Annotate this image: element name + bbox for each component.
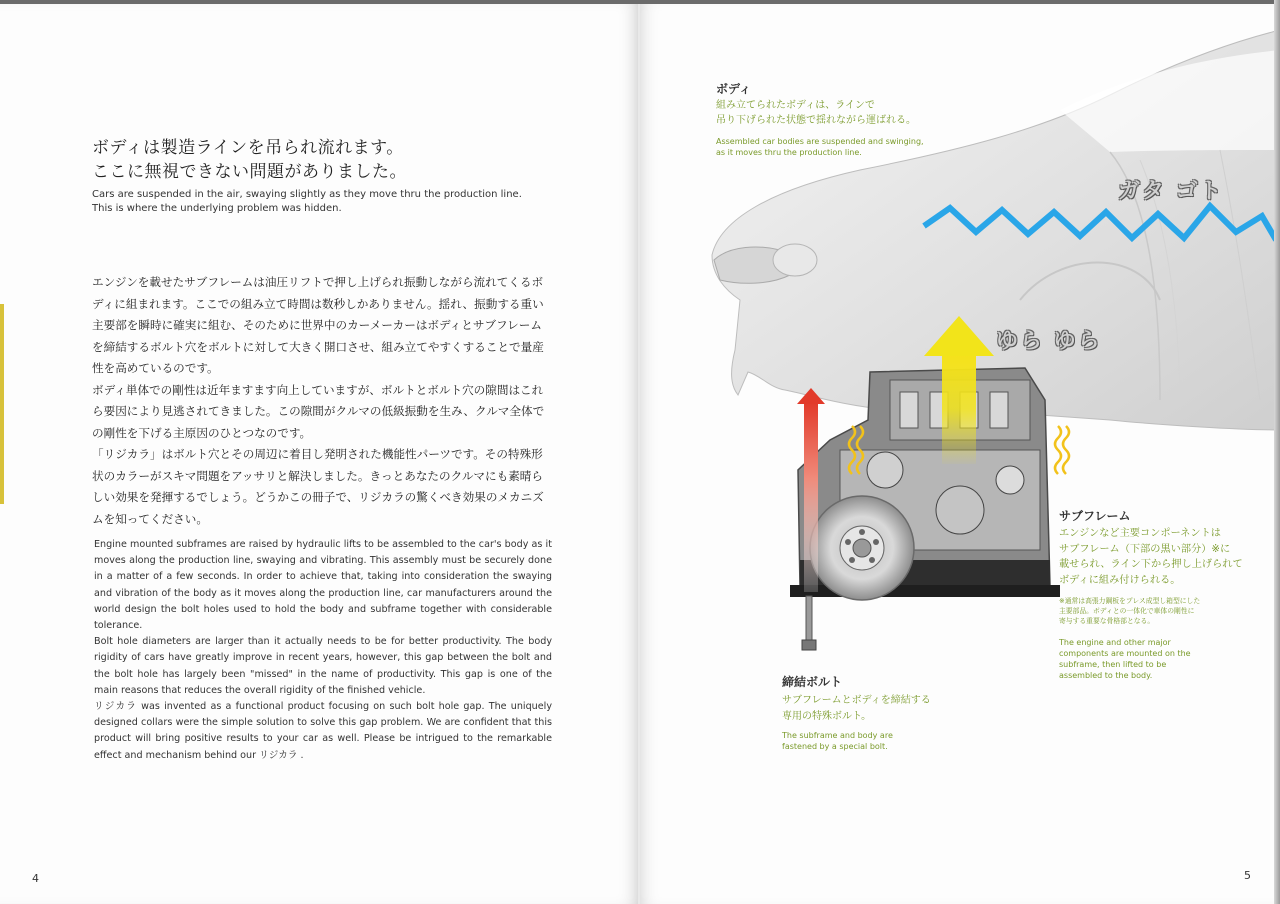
headline-en-line-1: Cars are suspended in the air, swaying slightly as they move thru the production line. xyxy=(92,189,522,200)
bolt-jp-line: 専用の特殊ボルト。 xyxy=(782,711,872,722)
subframe-label-japanese xyxy=(1059,526,1243,588)
body-jp-line: 吊り下げられた状態で揺れながら運ばれる。 xyxy=(716,115,916,126)
bolt-jp-line: サブフレームとボディを締結する xyxy=(782,695,931,706)
bolt-label-japanese xyxy=(782,693,931,725)
page-number-right: 5 xyxy=(1244,869,1251,882)
bolt-en-line: fastened by a special bolt. xyxy=(782,742,888,751)
subframe-jp-line: サブフレーム（下部の黒い部分）※に xyxy=(1059,543,1231,555)
en-paragraph: Bolt hole diameters are larger than it actually needs to be for better productivity. The body rigidity of cars have greatly improve in recent years, however, this gap between the bolt and the bolt hole has largely been "missed" in the name of productivity. This gap is one of the main reasons that reduces the overall rigidity of the finished vehicle. xyxy=(94,636,552,696)
headline-line-1: ボディは製造ラインを吊られ流れます。 xyxy=(92,138,404,158)
body-en-line: Assembled car bodies are suspended and swinging, xyxy=(716,137,924,146)
subframe-en-line: assembled to the body. xyxy=(1059,671,1153,680)
page-number-left: 4 xyxy=(32,872,39,885)
body-en-line: as it moves thru the production line. xyxy=(716,148,862,157)
japanese-body-text xyxy=(92,272,552,530)
subframe-jp-line: ボディに組み付けられる。 xyxy=(1059,574,1181,586)
subframe-jp-line: エンジンなど主要コンポーネントは xyxy=(1059,528,1221,539)
subframe-en-line: components are mounted on the xyxy=(1059,649,1191,658)
headline-en-line-2: This is where the underlying problem was hidden. xyxy=(92,203,342,214)
page-edge xyxy=(1274,0,1280,904)
headline-line-2: ここに無視できない問題がありました。 xyxy=(92,162,407,182)
bolt-label-english xyxy=(782,730,893,752)
bolt-en-line: The subframe and body are xyxy=(782,731,893,740)
subframe-note-line: 主要部品。ボディとの一体化で車体の剛性に xyxy=(1059,607,1195,615)
subframe-footnote xyxy=(1059,596,1200,626)
jp-paragraph: エンジンを載せたサブフレームは油圧リフトで押し上げられ振動しながら流れてくるボディに組まれます。ここでの組み立て時間は数秒しかありません。揺れ、振動する重い主要部を瞬時に確実に組む、そのために世界中のカーメーカーはボディとサブフレームを締結するボルト穴をボルトに対して大きく開口させ、組み立てやすくすることで量産性を高めているのです。 xyxy=(92,275,544,375)
jp-paragraph: 「リジカラ」はボルト穴とその周辺に着目し発明された機能性パーツです。その特殊形状のカラーがスキマ問題をアッサリと解決しました。きっとあなたのクルマにも素晴らしい効果を発揮するでしょう。どうかこの冊子で、リジカラの驚くべき効果のメカニズムを知ってください。 xyxy=(92,447,544,526)
bolt-label-title: 締結ボルト xyxy=(782,675,843,689)
subframe-note-line: ※通常は高張力鋼板をプレス成型し箱型にした xyxy=(1059,597,1201,605)
subframe-note-line: 寄与する重要な骨格部となる。 xyxy=(1059,617,1155,625)
subframe-label-english xyxy=(1059,637,1191,681)
body-jp-line: 組み立てられたボディは、ラインで xyxy=(716,100,875,111)
brake-disc xyxy=(810,496,914,600)
sway-onomatopoeia: ゆら ゆら xyxy=(996,329,1102,354)
body-label-title: ボディ xyxy=(716,82,752,96)
body-label-japanese xyxy=(716,98,916,128)
en-paragraph: Engine mounted subframes are raised by hydraulic lifts to be assembled to the car's body as it moves along the production line, swaying and vibrating. This assembly must be securely done in a matter of a few seconds. In order to achieve that, taking into consideration the swaying and vibration of the body as it moves along the production line, car manufacturers around the world design the bolt holes used to hold the body and subframe together with considerable tolerance. xyxy=(94,539,552,632)
fastening-bolt xyxy=(802,596,816,650)
page-edge-marker xyxy=(0,304,4,504)
subframe-jp-line: 載せられ、ライン下から押し上げられて xyxy=(1059,559,1243,570)
subframe-label-title: サブフレーム xyxy=(1059,509,1131,523)
en-paragraph: リジカラ was invented as a functional product focusing on such bolt hole gap. The uniquely designed collars were the simple solution to solve this gap problem. We are confident that this product will bring positive results to your car as well. Please be intrigued to the remarkable effect and mechanism behind our リジカラ . xyxy=(94,701,552,761)
page-headline xyxy=(92,136,407,184)
headline-english xyxy=(92,188,522,216)
subframe-en-line: The engine and other major xyxy=(1059,638,1171,647)
rattle-onomatopoeia: ガタ ゴト xyxy=(1118,179,1224,204)
body-label-english xyxy=(716,136,924,158)
subframe-en-line: subframe, then lifted to be xyxy=(1059,660,1167,669)
english-body-text xyxy=(94,537,552,764)
jp-paragraph: ボディ単体での剛性は近年ますます向上していますが、ボルトとボルト穴の隙間はこれら要因により見逃されてきました。この隙間がクルマの低級振動を生み、クルマ全体での剛性を下げる主原因のひとつなのです。 xyxy=(92,382,545,440)
